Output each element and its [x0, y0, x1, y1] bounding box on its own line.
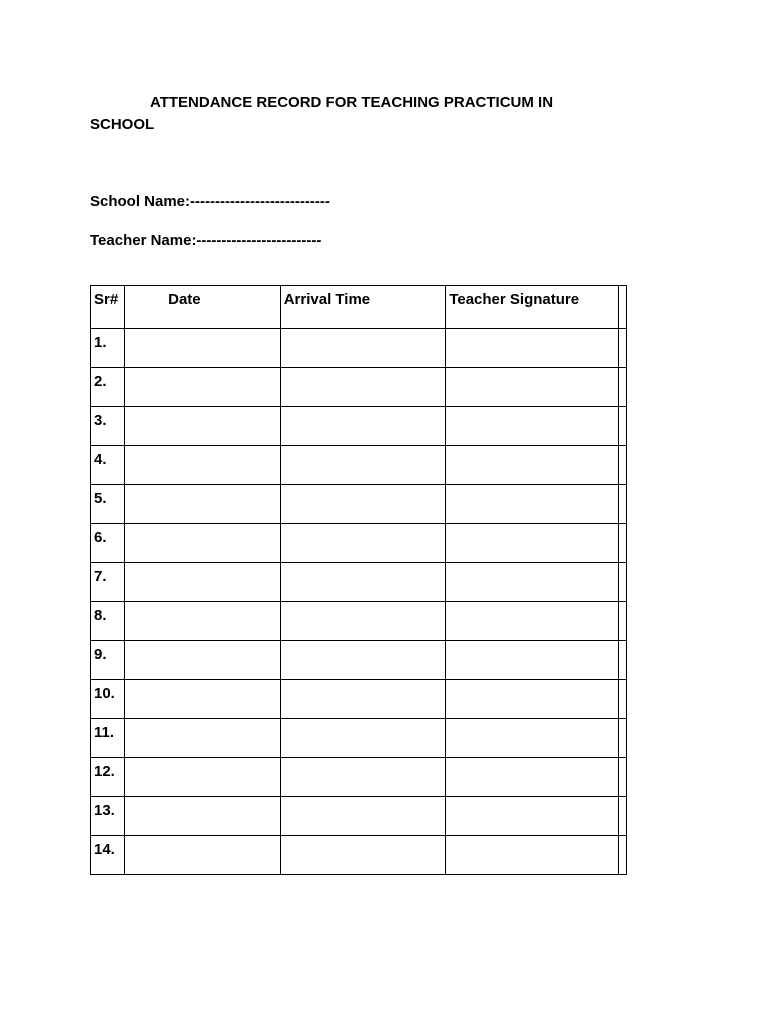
- table-row: [91, 485, 627, 524]
- date-cell: [125, 563, 281, 602]
- extra-cell: [618, 797, 626, 836]
- arrival-time-cell: [280, 563, 446, 602]
- table-row: [91, 329, 627, 368]
- teacher-signature-cell: [446, 641, 619, 680]
- table-row: [91, 446, 627, 485]
- teacher-signature-cell: [446, 329, 619, 368]
- row-number: 2.: [91, 368, 125, 407]
- date-cell: [125, 368, 281, 407]
- table-row: [91, 680, 627, 719]
- arrival-time-cell: [280, 836, 446, 875]
- header-date: Date: [125, 286, 281, 329]
- date-cell: [125, 719, 281, 758]
- extra-cell: [618, 836, 626, 875]
- teacher-signature-cell: [446, 602, 619, 641]
- document-title: ATTENDANCE RECORD FOR TEACHING PRACTICUM IN SCHOOL: [90, 94, 554, 133]
- row-number: 3.: [91, 407, 125, 446]
- date-cell: [125, 602, 281, 641]
- row-number: 4.: [91, 446, 125, 485]
- teacher-signature-cell: [446, 680, 619, 719]
- date-cell: [125, 329, 281, 368]
- extra-cell: [618, 407, 626, 446]
- teacher-signature-cell: [446, 758, 619, 797]
- teacher-signature-cell: [446, 836, 619, 875]
- header-teacher-signature: Teacher Signature: [446, 286, 619, 329]
- arrival-time-cell: [280, 680, 446, 719]
- arrival-time-cell: [280, 758, 446, 797]
- teacher-name-field: Teacher Name:-------------------------: [90, 232, 322, 249]
- attendance-table: [90, 285, 627, 875]
- extra-cell: [618, 719, 626, 758]
- arrival-time-cell: [280, 602, 446, 641]
- extra-cell: [618, 641, 626, 680]
- table-row: [91, 641, 627, 680]
- extra-cell: [618, 680, 626, 719]
- row-number: 9.: [91, 641, 125, 680]
- date-cell: [125, 641, 281, 680]
- table-row: [91, 602, 627, 641]
- date-cell: [125, 485, 281, 524]
- row-number: 1.: [91, 329, 125, 368]
- table-row: [91, 407, 627, 446]
- row-number: 11.: [91, 719, 125, 758]
- arrival-time-cell: [280, 368, 446, 407]
- extra-cell: [618, 602, 626, 641]
- teacher-signature-cell: [446, 719, 619, 758]
- teacher-signature-cell: [446, 485, 619, 524]
- table-row: [91, 719, 627, 758]
- arrival-time-cell: [280, 719, 446, 758]
- date-cell: [125, 797, 281, 836]
- school-name-field: School Name:----------------------------: [90, 193, 330, 210]
- table-row: [91, 524, 627, 563]
- arrival-time-cell: [280, 641, 446, 680]
- header-extra-column: [618, 286, 626, 329]
- table-row: [91, 797, 627, 836]
- table-row: [91, 836, 627, 875]
- arrival-time-cell: [280, 329, 446, 368]
- table-row: [91, 368, 627, 407]
- date-cell: [125, 758, 281, 797]
- row-number: 13.: [91, 797, 125, 836]
- teacher-signature-cell: [446, 563, 619, 602]
- row-number: 7.: [91, 563, 125, 602]
- row-number: 10.: [91, 680, 125, 719]
- teacher-signature-cell: [446, 797, 619, 836]
- row-number: 6.: [91, 524, 125, 563]
- row-number: 12.: [91, 758, 125, 797]
- header-sr: Sr#: [91, 286, 125, 329]
- table-row: [91, 758, 627, 797]
- teacher-signature-cell: [446, 446, 619, 485]
- table-row: [91, 563, 627, 602]
- teacher-signature-cell: [446, 407, 619, 446]
- date-cell: [125, 524, 281, 563]
- extra-cell: [618, 446, 626, 485]
- arrival-time-cell: [280, 485, 446, 524]
- date-cell: [125, 446, 281, 485]
- date-cell: [125, 680, 281, 719]
- date-cell: [125, 836, 281, 875]
- row-number: 5.: [91, 485, 125, 524]
- row-number: 14.: [91, 836, 125, 875]
- extra-cell: [618, 329, 626, 368]
- extra-cell: [618, 563, 626, 602]
- arrival-time-cell: [280, 797, 446, 836]
- extra-cell: [618, 485, 626, 524]
- teacher-signature-cell: [446, 524, 619, 563]
- date-cell: [125, 407, 281, 446]
- extra-cell: [618, 524, 626, 563]
- extra-cell: [618, 368, 626, 407]
- row-number: 8.: [91, 602, 125, 641]
- arrival-time-cell: [280, 524, 446, 563]
- arrival-time-cell: [280, 407, 446, 446]
- teacher-signature-cell: [446, 368, 619, 407]
- header-arrival-time: Arrival Time: [280, 286, 446, 329]
- table-header-row: [91, 286, 627, 329]
- arrival-time-cell: [280, 446, 446, 485]
- extra-cell: [618, 758, 626, 797]
